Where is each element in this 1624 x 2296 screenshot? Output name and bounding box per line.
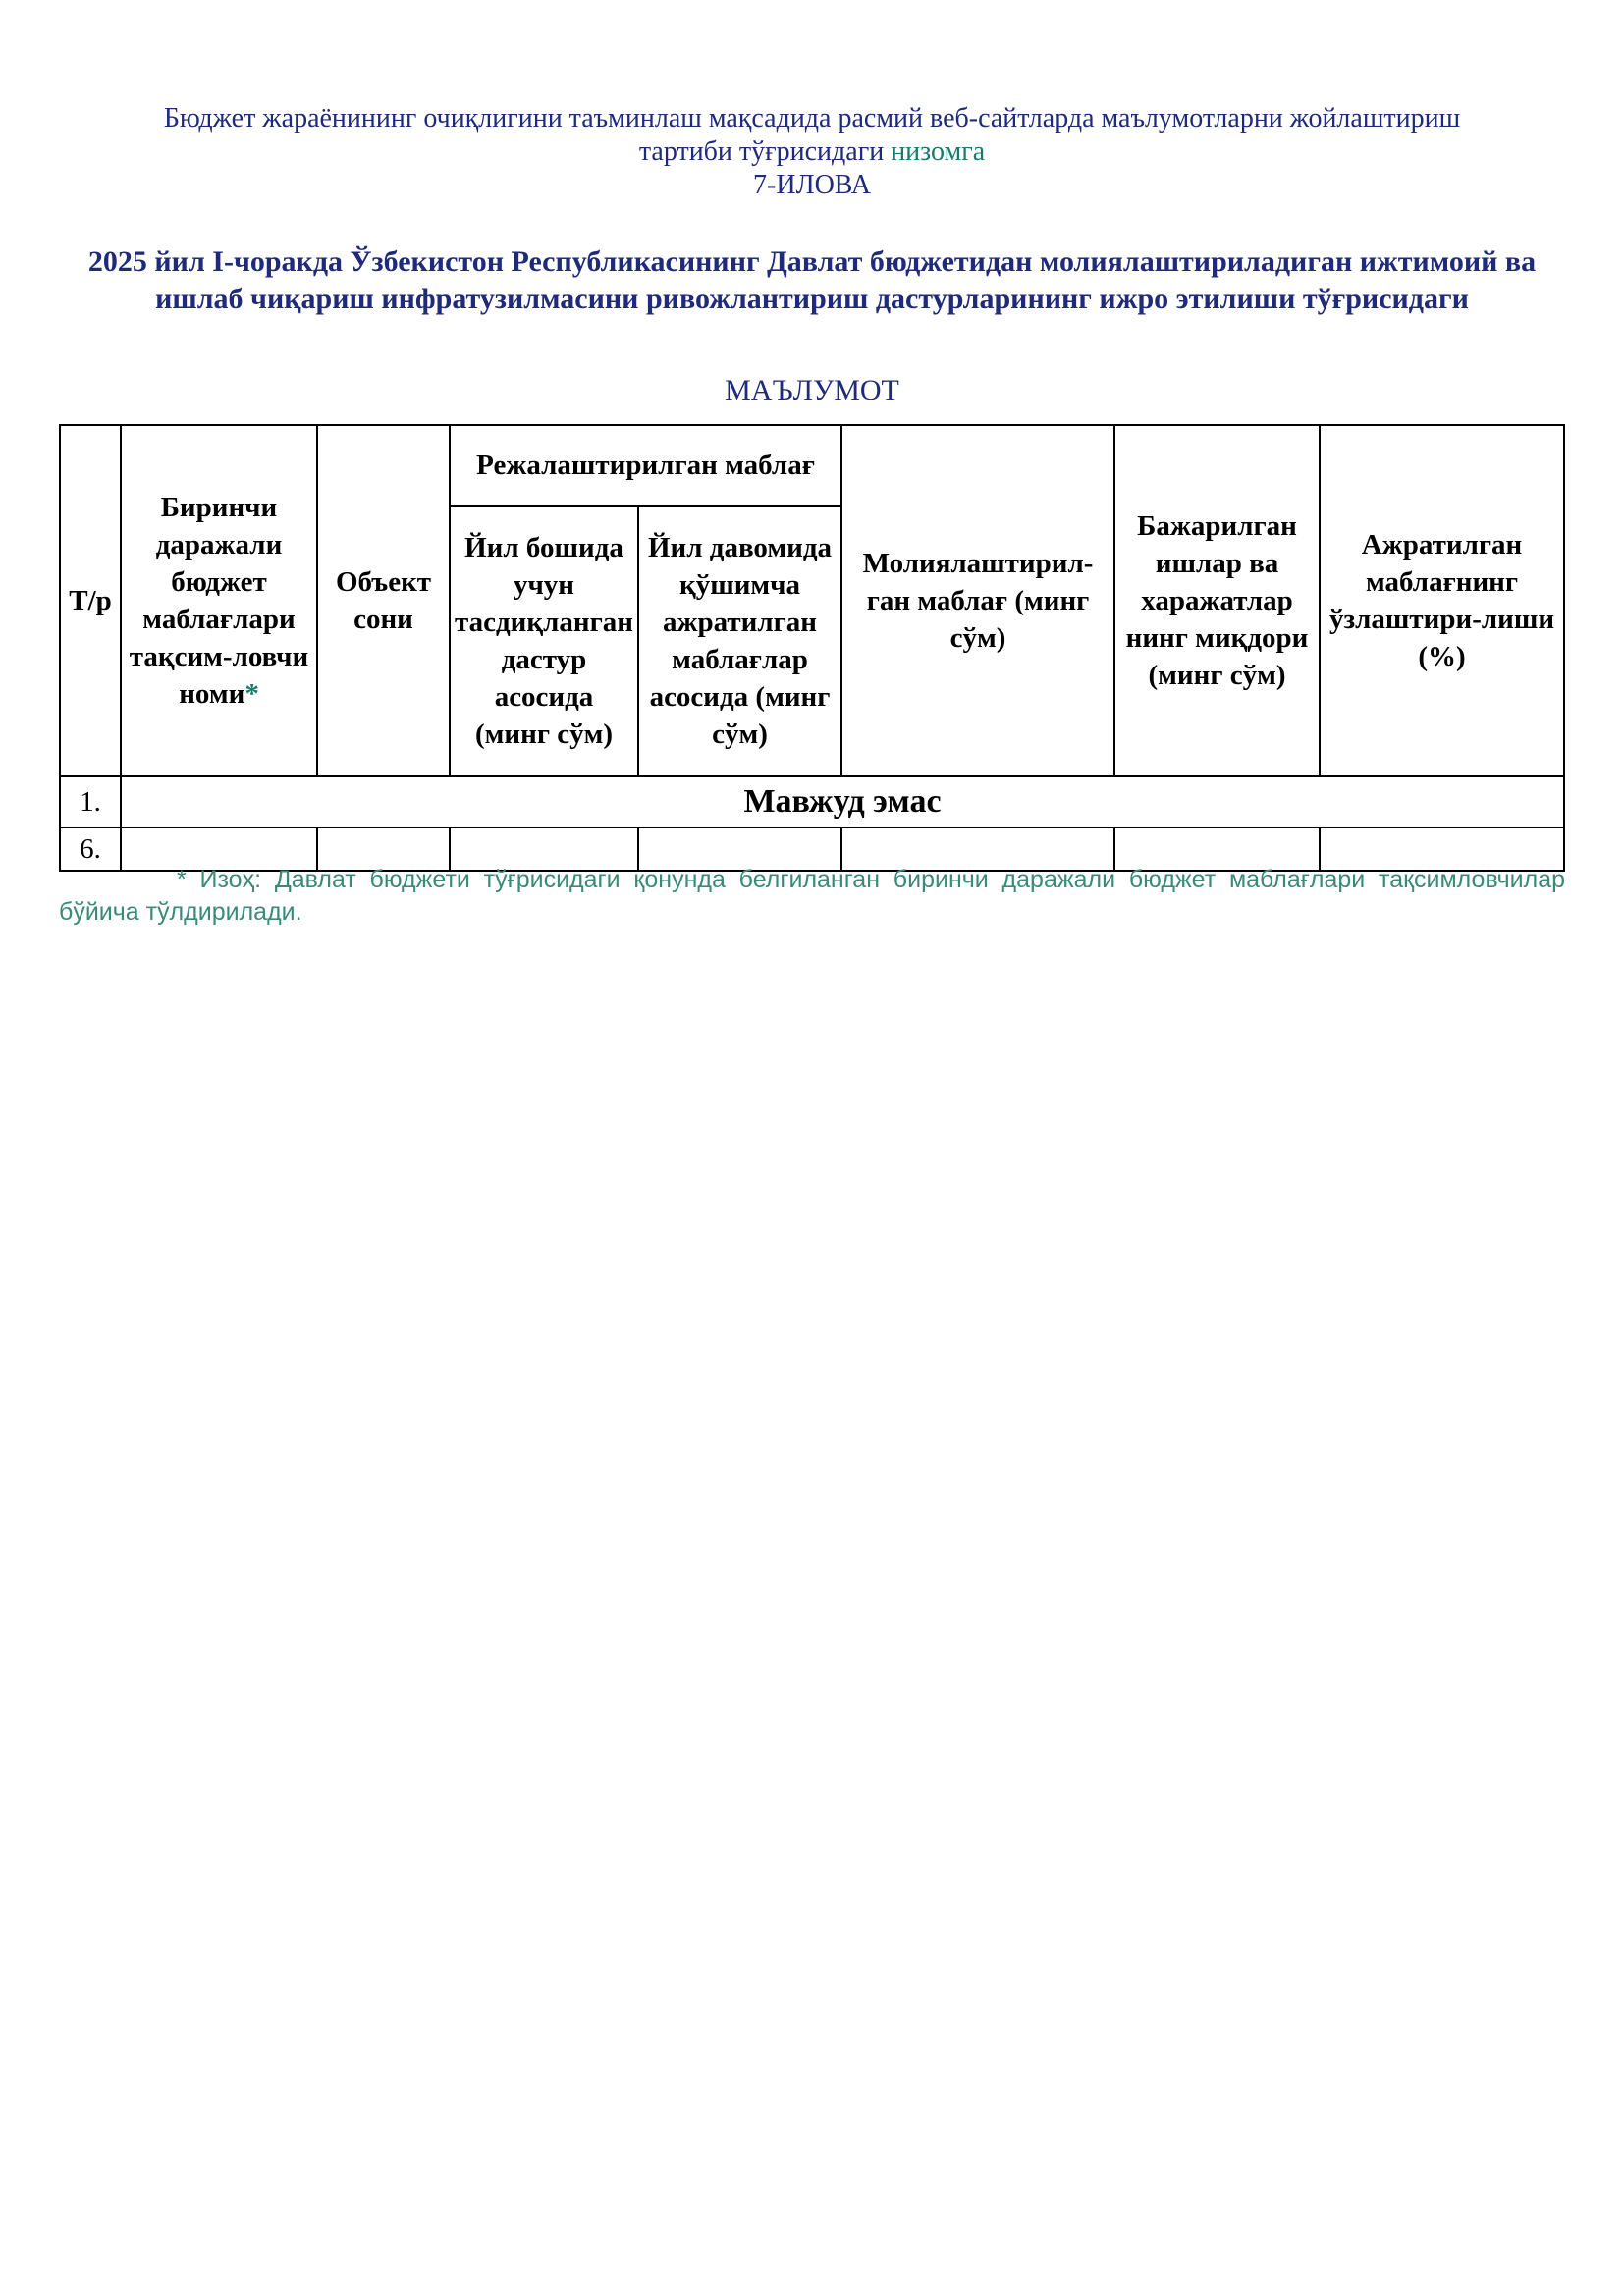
regulation-link[interactable]: низомга xyxy=(891,136,986,167)
header-financed: Молиялаштирил-ган маблағ (минг сўм) xyxy=(841,425,1114,776)
footnote-marker[interactable]: * xyxy=(244,678,259,710)
regulation-line-1: Бюджет жараёнининг очиқлигини таъминлаш мақсадида расмий веб-сайтларда маълумотларни жойлаштириш xyxy=(163,103,1461,133)
header-objects: Объект сони xyxy=(317,425,450,776)
document-subtitle: МАЪЛУМОТ xyxy=(725,374,899,406)
annex-label: 7-ИЛОВА xyxy=(753,170,871,200)
row-message: Мавжуд эмас xyxy=(121,776,1564,828)
regulation-reference xyxy=(59,102,1565,202)
regulation-line-2-text: тартиби тўғрисидаги xyxy=(638,136,892,167)
header-number: Т/р xyxy=(60,425,121,776)
table-header-row xyxy=(60,425,1564,506)
header-distributor-text: Биринчи даражали бюджет маблағлари тақсим-ловчи номи xyxy=(129,492,309,710)
header-completed: Бажарилган ишлар ва харажатлар нинг миқдори (минг сўм) xyxy=(1114,425,1320,776)
row-number: 1. xyxy=(60,776,121,828)
header-planned-start: Йил бошида учун тасдиқланган дастур асосида (минг сўм) xyxy=(450,506,638,776)
header-planned: Режалаштирилган маблағ xyxy=(450,425,841,506)
header-utilization: Ажратилган маблағнинг ўзлаштири-лиши (%) xyxy=(1320,425,1564,776)
table-row xyxy=(60,776,1564,828)
regulation-line-2 xyxy=(59,135,1565,169)
document-title: 2025 йил I-чоракда Ўзбекистон Республикасининг Давлат бюджетидан молиялаштириладиган ижтимоий ва ишлаб чиқариш инфратузилмасини ривожлантириш дастурларининг ижро этилиши тўғрисидаги xyxy=(87,245,1537,315)
header-distributor xyxy=(121,425,317,776)
report-table xyxy=(59,424,1565,872)
header-planned-additional: Йил давомида қўшимча ажратилган маблағлар асосида (минг сўм) xyxy=(638,506,841,776)
footnote: * Изоҳ: Давлат бюджети тўғрисидаги қонунда белгиланган биринчи даражали бюджет маблағлари тақсимловчилар бўйича тўлдирилади. xyxy=(59,866,1565,926)
row-number: 6. xyxy=(60,828,121,871)
